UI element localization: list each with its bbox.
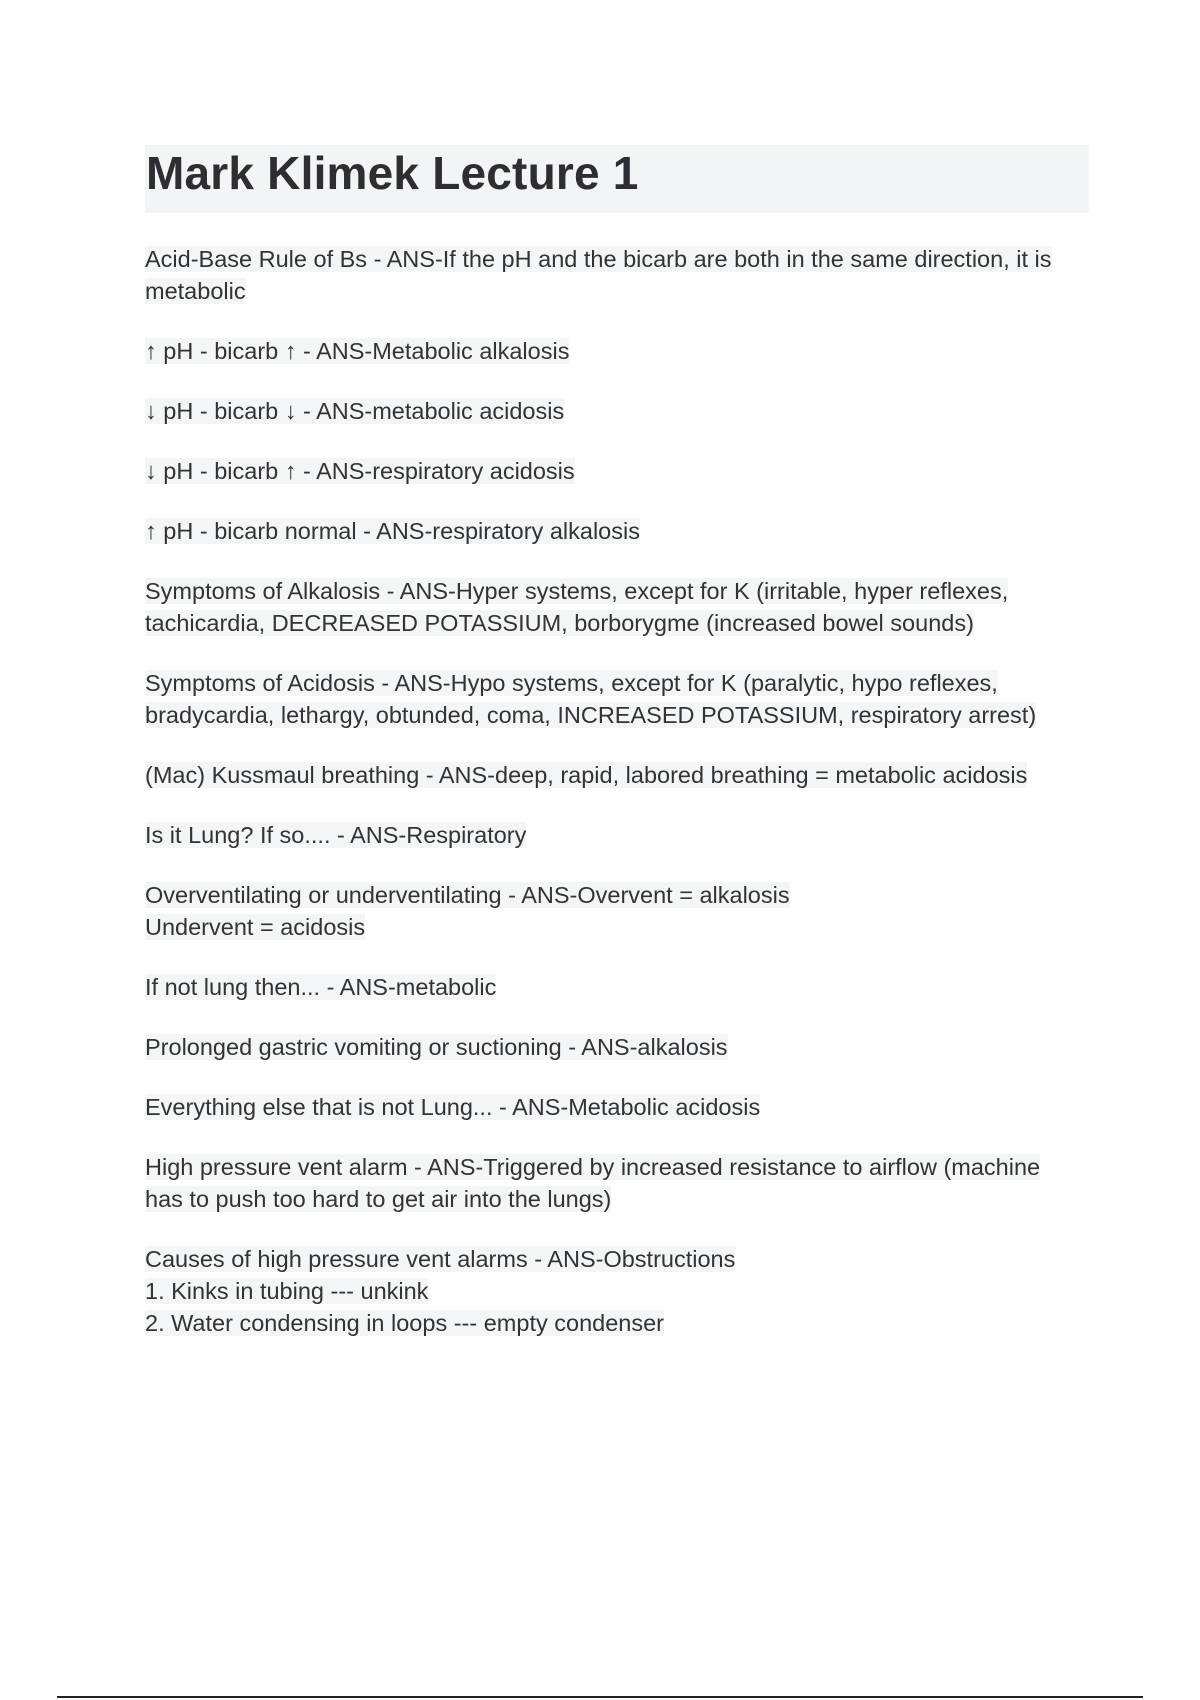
qa-line-text: Acid-Base Rule of Bs - ANS-If the pH and the bicarb are both in the same direction, it is — [145, 246, 1052, 272]
qa-line-text: ↑ pH - bicarb normal - ANS-respiratory alkalosis — [145, 518, 640, 544]
qa-item — [145, 971, 1090, 1003]
qa-line — [145, 275, 1090, 307]
page-title: Mark Klimek Lecture 1 — [146, 147, 639, 199]
qa-line — [145, 243, 1090, 275]
qa-line — [145, 971, 1090, 1003]
qa-line — [145, 515, 1090, 547]
qa-line-text: tachicardia, DECREASED POTASSIUM, borborygme (increased bowel sounds) — [145, 610, 974, 636]
qa-item — [145, 1151, 1090, 1215]
qa-line — [145, 759, 1090, 791]
qa-item — [145, 1091, 1090, 1123]
qa-item — [145, 395, 1090, 427]
qa-line — [145, 879, 1090, 911]
qa-item — [145, 879, 1090, 943]
footer-divider — [57, 1696, 1143, 1698]
qa-line-text: metabolic — [145, 278, 246, 304]
qa-item — [145, 335, 1090, 367]
qa-line-text: has to push too hard to get air into the lungs) — [145, 1186, 612, 1212]
qa-line — [145, 819, 1090, 851]
qa-line — [145, 607, 1090, 639]
qa-line — [145, 699, 1090, 731]
qa-line — [145, 395, 1090, 427]
qa-line-text: 2. Water condensing in loops --- empty condenser — [145, 1310, 664, 1336]
qa-line — [145, 1183, 1090, 1215]
qa-line-text: bradycardia, lethargy, obtunded, coma, INCREASED POTASSIUM, respiratory arrest) — [145, 702, 1037, 728]
qa-line-text: Overventilating or underventilating - ANS-Overvent = alkalosis — [145, 882, 790, 908]
qa-list — [145, 243, 1090, 1339]
qa-line — [145, 667, 1090, 699]
qa-line-text: ↓ pH - bicarb ↓ - ANS-metabolic acidosis — [145, 398, 565, 424]
qa-line-text: Symptoms of Alkalosis - ANS-Hyper systems, except for K (irritable, hyper reflexes, — [145, 578, 1009, 604]
qa-item — [145, 667, 1090, 731]
qa-line-text: If not lung then... - ANS-metabolic — [145, 974, 497, 1000]
qa-line-text: Prolonged gastric vomiting or suctioning - ANS-alkalosis — [145, 1034, 728, 1060]
qa-item — [145, 515, 1090, 547]
qa-item — [145, 759, 1090, 791]
qa-line-text: Is it Lung? If so.... - ANS-Respiratory — [145, 822, 527, 848]
qa-item — [145, 1031, 1090, 1063]
qa-line — [145, 1091, 1090, 1123]
qa-item — [145, 455, 1090, 487]
qa-line-text: Undervent = acidosis — [145, 914, 366, 940]
qa-line — [145, 1151, 1090, 1183]
qa-line-text: Symptoms of Acidosis - ANS-Hypo systems, except for K (paralytic, hypo reflexes, — [145, 670, 998, 696]
qa-line — [145, 911, 1090, 943]
qa-line — [145, 455, 1090, 487]
qa-line — [145, 1275, 1090, 1307]
qa-item — [145, 1243, 1090, 1339]
qa-line-text: ↓ pH - bicarb ↑ - ANS-respiratory acidosis — [145, 458, 575, 484]
qa-line — [145, 1031, 1090, 1063]
qa-line — [145, 1307, 1090, 1339]
qa-line-text: Causes of high pressure vent alarms - ANS-Obstructions — [145, 1246, 736, 1272]
qa-item — [145, 575, 1090, 639]
qa-line — [145, 335, 1090, 367]
qa-line — [145, 575, 1090, 607]
qa-item — [145, 819, 1090, 851]
qa-line — [145, 1243, 1090, 1275]
qa-line-text: (Mac) Kussmaul breathing - ANS-deep, rapid, labored breathing = metabolic acidosis — [145, 762, 1028, 788]
qa-line-text: 1. Kinks in tubing --- unkink — [145, 1278, 429, 1304]
qa-line-text: High pressure vent alarm - ANS-Triggered by increased resistance to airflow (machine — [145, 1154, 1041, 1180]
qa-line-text: Everything else that is not Lung... - ANS-Metabolic acidosis — [145, 1094, 761, 1120]
qa-item — [145, 243, 1090, 307]
qa-line-text: ↑ pH - bicarb ↑ - ANS-Metabolic alkalosis — [145, 338, 570, 364]
